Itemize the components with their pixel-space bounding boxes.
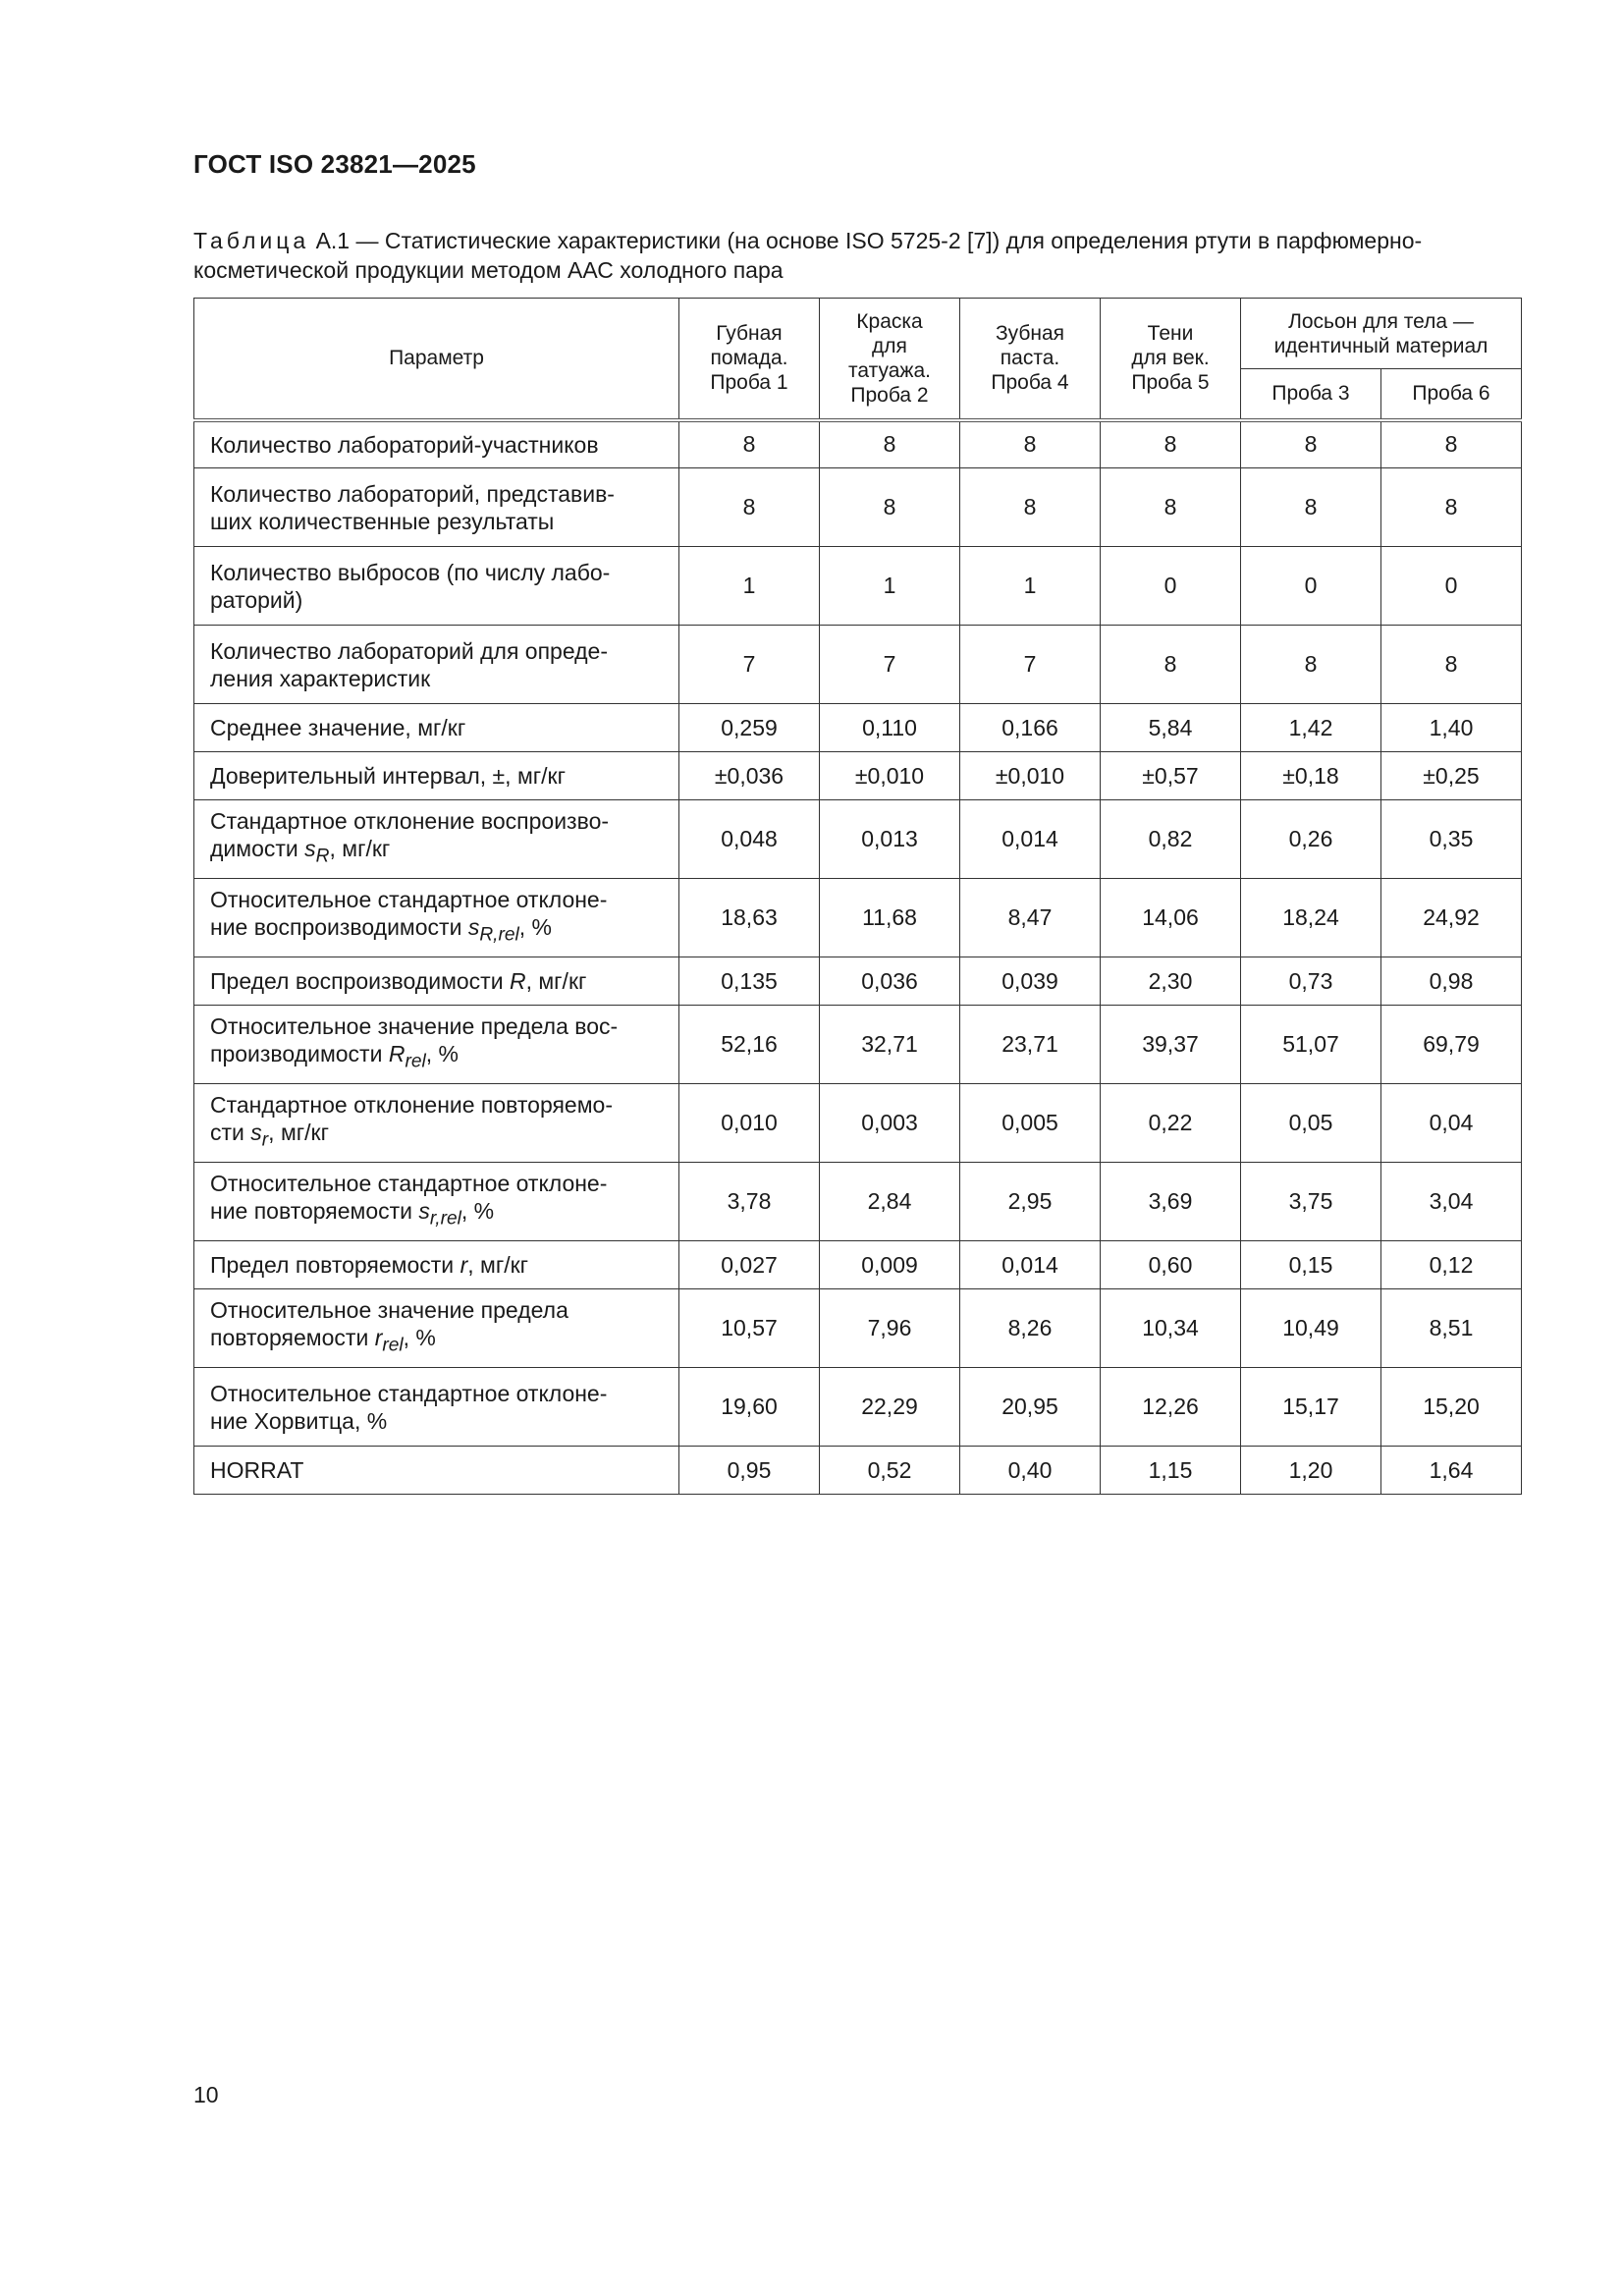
table-row [194, 468, 1522, 547]
row-parameter: Количество лабораторий для опреде- ления характеристик [194, 626, 679, 704]
row-parameter: Относительное стандартное отклоне- ние повторяемости $s_{r,rel}$, % [194, 1163, 679, 1241]
header-line: Проба 2 [850, 383, 929, 407]
header-line: Проба 5 [1131, 371, 1210, 395]
row-value: 12,26 [1101, 1368, 1241, 1447]
header-sample-4 [960, 299, 1101, 420]
row-value: 0,22 [1101, 1084, 1241, 1163]
row-value: 8 [1241, 626, 1381, 704]
header-sample-3: Проба 3 [1241, 369, 1381, 420]
row-value: 51,07 [1241, 1006, 1381, 1084]
header-group-lotion [1241, 299, 1522, 369]
row-value: 8 [1381, 420, 1522, 468]
row-value: 22,29 [820, 1368, 960, 1447]
row-value: 3,78 [679, 1163, 820, 1241]
row-value: 3,69 [1101, 1163, 1241, 1241]
table-row [194, 752, 1522, 800]
table-row [194, 879, 1522, 957]
row-value: 14,06 [1101, 879, 1241, 957]
row-value: 0,82 [1101, 800, 1241, 879]
header-param: Параметр [194, 299, 679, 420]
page-number: 10 [193, 2082, 219, 2107]
row-parameter: Количество выбросов (по числу лабо- раторий) [194, 547, 679, 626]
row-value: ±0,57 [1101, 752, 1241, 800]
row-parameter: Относительное значение предела повторяемости $r_{rel}$, % [194, 1289, 679, 1368]
row-value: 8 [1241, 420, 1381, 468]
header-line: идентичный материал [1273, 334, 1488, 357]
row-value: 0,027 [679, 1241, 820, 1289]
row-value: 8 [1241, 468, 1381, 547]
row-value: 0,166 [960, 704, 1101, 752]
row-value: 0,60 [1101, 1241, 1241, 1289]
header-line: паста. [1000, 347, 1060, 370]
row-value: 0,98 [1381, 957, 1522, 1006]
table-row [194, 1368, 1522, 1447]
row-value: 1 [820, 547, 960, 626]
row-value: 0,26 [1241, 800, 1381, 879]
row-value: 8 [820, 468, 960, 547]
row-value: 8 [1381, 626, 1522, 704]
row-value: 3,04 [1381, 1163, 1522, 1241]
row-value: 8,51 [1381, 1289, 1522, 1368]
row-value: 8 [820, 420, 960, 468]
header-line: Зубная [995, 322, 1065, 346]
header-sample-2 [820, 299, 960, 420]
row-parameter: Доверительный интервал, ±, мг/кг [194, 752, 679, 800]
row-value: ±0,18 [1241, 752, 1381, 800]
table-header [194, 299, 1522, 420]
table-row [194, 1006, 1522, 1084]
row-parameter: Относительное значение предела вос- производимости $R_{rel}$, % [194, 1006, 679, 1084]
row-value: 10,57 [679, 1289, 820, 1368]
table-row [194, 1447, 1522, 1495]
row-value: 8 [1381, 468, 1522, 547]
row-value: 0 [1101, 547, 1241, 626]
row-value: 1,42 [1241, 704, 1381, 752]
row-value: 0,005 [960, 1084, 1101, 1163]
row-value: 39,37 [1101, 1006, 1241, 1084]
header-line: Проба 1 [710, 371, 788, 395]
row-value: 7 [679, 626, 820, 704]
header-line: Губная [716, 322, 783, 346]
row-value: 8 [960, 468, 1101, 547]
row-value: ±0,010 [960, 752, 1101, 800]
row-value: 18,24 [1241, 879, 1381, 957]
document-title: ГОСТ ISO 23821—2025 [193, 149, 476, 179]
row-value: 0,036 [820, 957, 960, 1006]
row-value: 0,12 [1381, 1241, 1522, 1289]
row-value: 0,95 [679, 1447, 820, 1495]
row-value: 2,30 [1101, 957, 1241, 1006]
row-value: 1,64 [1381, 1447, 1522, 1495]
row-parameter: Относительное стандартное отклоне- ние воспроизводимости $s_{R,rel}$, % [194, 879, 679, 957]
row-value: ±0,25 [1381, 752, 1522, 800]
row-value: 0,014 [960, 1241, 1101, 1289]
table-row [194, 957, 1522, 1006]
row-parameter: Количество лабораторий-участников [194, 420, 679, 468]
row-value: 1 [960, 547, 1101, 626]
header-line: татуажа. [848, 358, 931, 382]
row-value: 8,26 [960, 1289, 1101, 1368]
row-value: 7,96 [820, 1289, 960, 1368]
row-value: 8 [679, 468, 820, 547]
row-parameter: Стандартное отклонение повторяемо- сти $s_r$, мг/кг [194, 1084, 679, 1163]
row-parameter: Среднее значение, мг/кг [194, 704, 679, 752]
row-value: 3,75 [1241, 1163, 1381, 1241]
row-value: 32,71 [820, 1006, 960, 1084]
row-value: 23,71 [960, 1006, 1101, 1084]
table-row [194, 704, 1522, 752]
table-row [194, 547, 1522, 626]
row-value: 24,92 [1381, 879, 1522, 957]
table-row [194, 1084, 1522, 1163]
row-value: 5,84 [1101, 704, 1241, 752]
row-value: 8 [1101, 468, 1241, 547]
table-row [194, 626, 1522, 704]
row-value: 1,20 [1241, 1447, 1381, 1495]
row-value: 52,16 [679, 1006, 820, 1084]
statistics-table [193, 298, 1522, 1495]
row-value: 7 [820, 626, 960, 704]
row-value: 0,010 [679, 1084, 820, 1163]
header-sample-5 [1101, 299, 1241, 420]
table-caption-text: А.1 — Статистические характеристики (на основе ISO 5725-2 [7]) для определения ртути в парфюмерно-косметической продукции методом ААС холодного пара [193, 228, 1423, 283]
row-value: 18,63 [679, 879, 820, 957]
row-value: 20,95 [960, 1368, 1101, 1447]
row-value: 0,013 [820, 800, 960, 879]
header-line: Тени [1147, 322, 1194, 346]
header-line: для век. [1131, 347, 1210, 370]
row-value: 0,009 [820, 1241, 960, 1289]
row-value: 8 [960, 420, 1101, 468]
row-value: 2,84 [820, 1163, 960, 1241]
row-value: 0,003 [820, 1084, 960, 1163]
header-line: Краска [856, 309, 923, 333]
row-value: 0,048 [679, 800, 820, 879]
row-value: 0,15 [1241, 1241, 1381, 1289]
row-value: 15,17 [1241, 1368, 1381, 1447]
row-value: 0,05 [1241, 1084, 1381, 1163]
row-parameter: Стандартное отклонение воспроизво- димости $s_R$, мг/кг [194, 800, 679, 879]
row-value: 11,68 [820, 879, 960, 957]
table-row [194, 1289, 1522, 1368]
table-body [194, 420, 1522, 1495]
row-value: 0,73 [1241, 957, 1381, 1006]
header-sample-1 [679, 299, 820, 420]
row-value: 0 [1381, 547, 1522, 626]
row-value: 0 [1241, 547, 1381, 626]
table-row [194, 1163, 1522, 1241]
header-sample-6: Проба 6 [1381, 369, 1522, 420]
row-value: 2,95 [960, 1163, 1101, 1241]
row-value: 15,20 [1381, 1368, 1522, 1447]
row-value: 69,79 [1381, 1006, 1522, 1084]
row-value: 10,34 [1101, 1289, 1241, 1368]
row-value: 0,014 [960, 800, 1101, 879]
header-line: для [872, 334, 907, 357]
header-line: Проба 4 [991, 371, 1069, 395]
row-value: 7 [960, 626, 1101, 704]
row-value: 19,60 [679, 1368, 820, 1447]
table-row [194, 1241, 1522, 1289]
row-parameter: Количество лабораторий, представив- ших количественные результаты [194, 468, 679, 547]
row-parameter: Предел воспроизводимости R, мг/кг [194, 957, 679, 1006]
row-value: 8 [1101, 420, 1241, 468]
row-value: ±0,036 [679, 752, 820, 800]
row-value: ±0,010 [820, 752, 960, 800]
row-value: 0,40 [960, 1447, 1101, 1495]
header-line: помада. [710, 347, 788, 370]
table-row [194, 420, 1522, 468]
row-value: 1,40 [1381, 704, 1522, 752]
row-value: 1 [679, 547, 820, 626]
row-value: 0,52 [820, 1447, 960, 1495]
row-parameter: Предел повторяемости r, мг/кг [194, 1241, 679, 1289]
row-parameter: HORRAT [194, 1447, 679, 1495]
row-value: 8,47 [960, 879, 1101, 957]
table-caption [193, 226, 1509, 285]
row-value: 10,49 [1241, 1289, 1381, 1368]
row-value: 8 [1101, 626, 1241, 704]
row-value: 8 [679, 420, 820, 468]
header-line: Лосьон для тела — [1288, 309, 1474, 333]
row-parameter: Относительное стандартное отклоне- ние Хорвитца, % [194, 1368, 679, 1447]
row-value: 1,15 [1101, 1447, 1241, 1495]
row-value: 0,259 [679, 704, 820, 752]
table-row [194, 800, 1522, 879]
row-value: 0,039 [960, 957, 1101, 1006]
row-value: 0,04 [1381, 1084, 1522, 1163]
row-value: 0,110 [820, 704, 960, 752]
table-caption-label: Таблица [193, 228, 310, 253]
row-value: 0,135 [679, 957, 820, 1006]
row-value: 0,35 [1381, 800, 1522, 879]
